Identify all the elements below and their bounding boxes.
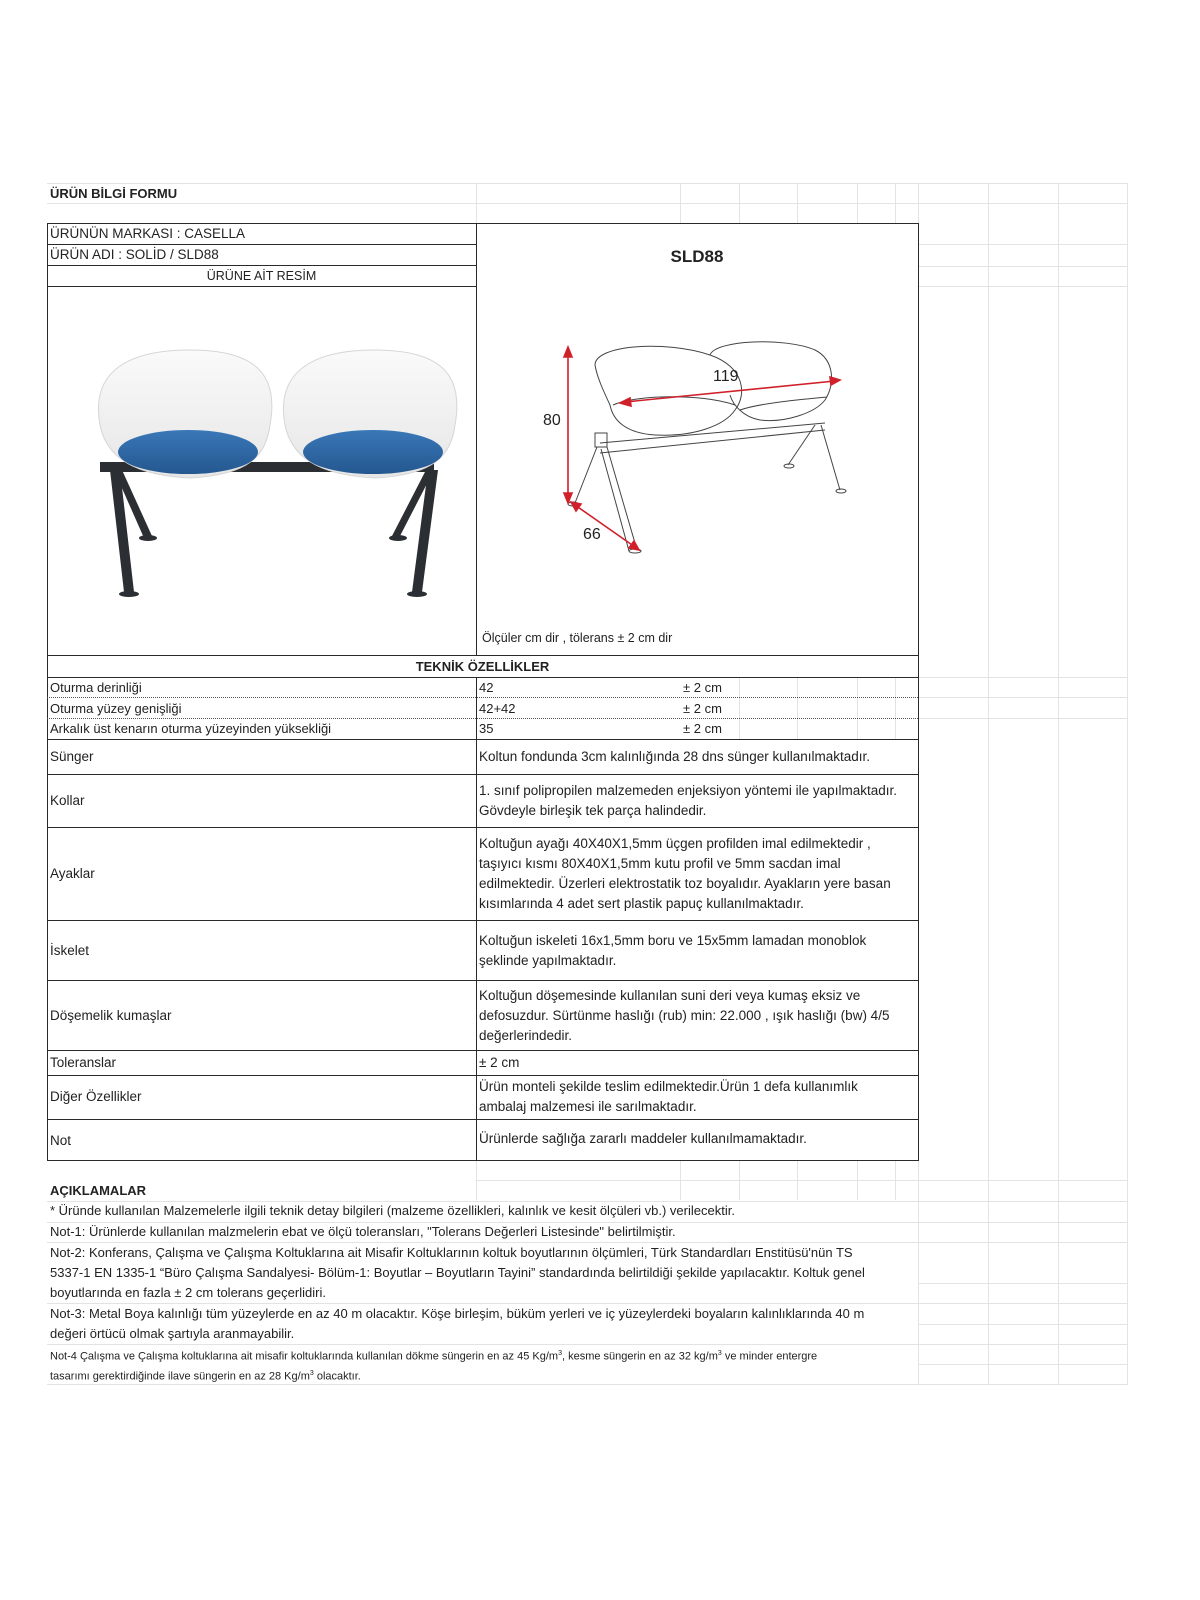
- model-code: SLD88: [670, 247, 724, 266]
- bench-frame: [100, 462, 438, 597]
- seat-cushion-right: [303, 430, 443, 474]
- note-4-part-e: olacaktır.: [313, 1370, 361, 1383]
- form-title: ÜRÜN BİLGİ FORMU: [50, 186, 178, 201]
- measure-label: Arkalık üst kenarın oturma yüzeyinden yüksekliği: [50, 721, 332, 736]
- note-3-line-1: Not-3: Metal Boya kalınlığı tüm yüzeylerde en az 40 m olacaktır. Köşe birleşim, büküm yerleri ve iç yüzeylerdeki boyaların kalınlıklarında 40 m: [50, 1306, 865, 1321]
- spec-text: Koltuğun iskeleti 16x1,5mm boru ve 15x5mm lamadan monoblok: [479, 933, 867, 948]
- spec-label: Döşemelik kumaşlar: [50, 1008, 172, 1023]
- spec-text: ambalaj malzemesi ile sarılmaktadır.: [479, 1099, 697, 1114]
- spec-text: kısımlarında 4 adet sert plastik papuç kullanılmaktadır.: [479, 896, 804, 911]
- measure-label: Oturma derinliği: [50, 680, 142, 695]
- spec-text: Koltuğun döşemesinde kullanılan suni deri veya kumaş eksiz ve: [479, 988, 861, 1003]
- spec-text: edilmektedir. Üzerleri elektrostatik toz boyalıdır. Ayakların yere basan: [479, 876, 891, 891]
- note-4-part-a: Not-4 Çalışma ve Çalışma koltuklarına ait misafir koltuklarında kullanılan dökme süngerin en az 45 Kg/m: [50, 1350, 559, 1363]
- spec-text: Ürün monteli şekilde teslim edilmektedir.Ürün 1 defa kullanımlık: [479, 1079, 858, 1094]
- brand-line: ÜRÜNÜN MARKASI : CASELLA: [50, 226, 246, 241]
- note-1: Not-1: Ürünlerde kullanılan malzmelerin ebat ve ölçü toleransları, "Tolerans Değerleri Listesinde" belirtilmiştir.: [50, 1224, 676, 1239]
- product-name-line: ÜRÜN ADI : SOLİD / SLD88: [50, 247, 219, 262]
- spec-text: Koltuğun ayağı 40X40X1,5mm üçgen profilden imal edilmektedir ,: [479, 836, 871, 851]
- note-4-part-d: tasarımı gerektirdiğinde ilave süngerin en az 28 Kg/m: [50, 1370, 310, 1383]
- note-4-line-2: [50, 1364, 361, 1387]
- note-4-part-c: ve minder entergre: [721, 1350, 818, 1363]
- note-4-part-b: , kesme süngerin en az 32 kg/m: [561, 1350, 718, 1363]
- spec-label: Ayaklar: [50, 866, 95, 881]
- measure-tolerance: ± 2 cm: [683, 721, 722, 736]
- measure-tolerance: ± 2 cm: [683, 680, 722, 695]
- superscript: 3: [717, 1350, 722, 1357]
- technical-drawing: [535, 325, 855, 555]
- product-photo: [70, 330, 460, 600]
- dimension-height: 80: [543, 412, 561, 429]
- spec-text: değerlerindedir.: [479, 1028, 573, 1043]
- note-2-line-3: boyutlarında en fazla ± 2 cm tolerans geçerlidiri.: [50, 1285, 326, 1300]
- measure-value: 35: [479, 721, 494, 736]
- spec-label: İskelet: [50, 943, 90, 958]
- spec-label: Kollar: [50, 793, 85, 808]
- measure-value: 42+42: [479, 701, 516, 716]
- notes-header: AÇIKLAMALAR: [50, 1183, 147, 1198]
- measure-label: Oturma yüzey genişliği: [50, 701, 182, 716]
- spec-text: taşıyıcı kısmı 80X40X1,5mm kutu profil ve 5mm sacdan imal: [479, 856, 841, 871]
- dimension-depth: 66: [583, 526, 601, 543]
- spec-text: Ürünlerde sağlığa zararlı maddeler kullanılmamaktadır.: [479, 1131, 807, 1146]
- superscript: 3: [309, 1370, 314, 1377]
- spec-label: Diğer Özellikler: [50, 1089, 142, 1104]
- spec-text: defosuzdur. Sürtünme haslığı (rub) min: 22.000 , ışık haslığı (bw) 4/5: [479, 1008, 890, 1023]
- seat-cushion-left: [118, 430, 258, 474]
- spec-text: Koltun fondunda 3cm kalınlığında 28 dns sünger kullanılmaktadır.: [479, 749, 870, 764]
- spec-label: Not: [50, 1133, 72, 1148]
- note-2-line-2: 5337-1 EN 1335-1 “Büro Çalışma Sandalyesi- Bölüm-1: Boyutlar – Boyutların Tayini” standardında belirtildiği şekilde yapılacaktır. Koltuk genel: [50, 1265, 865, 1280]
- superscript: 3: [558, 1350, 562, 1357]
- spec-text: ± 2 cm: [479, 1055, 520, 1070]
- note-3-line-2: değeri örtücü olmak şartıyla aranmayabilir.: [50, 1326, 295, 1341]
- image-header: ÜRÜNE AİT RESİM: [206, 269, 317, 283]
- spec-label: Sünger: [50, 749, 94, 764]
- spec-label: Toleranslar: [50, 1055, 117, 1070]
- note-star: * Üründe kullanılan Malzemelerle ilgili teknik detay bilgileri (malzeme özellikleri, kalınlık ve kesit ölçüleri vb.) verilecektir.: [50, 1203, 735, 1218]
- drawing-note: Ölçüler cm dir , tölerans ± 2 cm dir: [482, 631, 673, 645]
- note-2-line-1: Not-2: Konferans, Çalışma ve Çalışma Koltuklarına ait Misafir Koltuklarının koltuk boyutlarının ölçümleri, Türk Standardları Enstitüsü'nün TS: [50, 1245, 853, 1260]
- dimension-width: 119: [713, 368, 739, 385]
- spec-text: şeklinde yapılmaktadır.: [479, 953, 617, 968]
- measure-value: 42: [479, 680, 494, 695]
- specs-header: TEKNİK ÖZELLİKLER: [415, 659, 550, 674]
- measure-tolerance: ± 2 cm: [683, 701, 722, 716]
- spec-text: Gövdeyle birleşik tek parça halindedir.: [479, 803, 707, 818]
- spec-text: 1. sınıf polipropilen malzemeden enjeksiyon yöntemi ile yapılmaktadır.: [479, 783, 897, 798]
